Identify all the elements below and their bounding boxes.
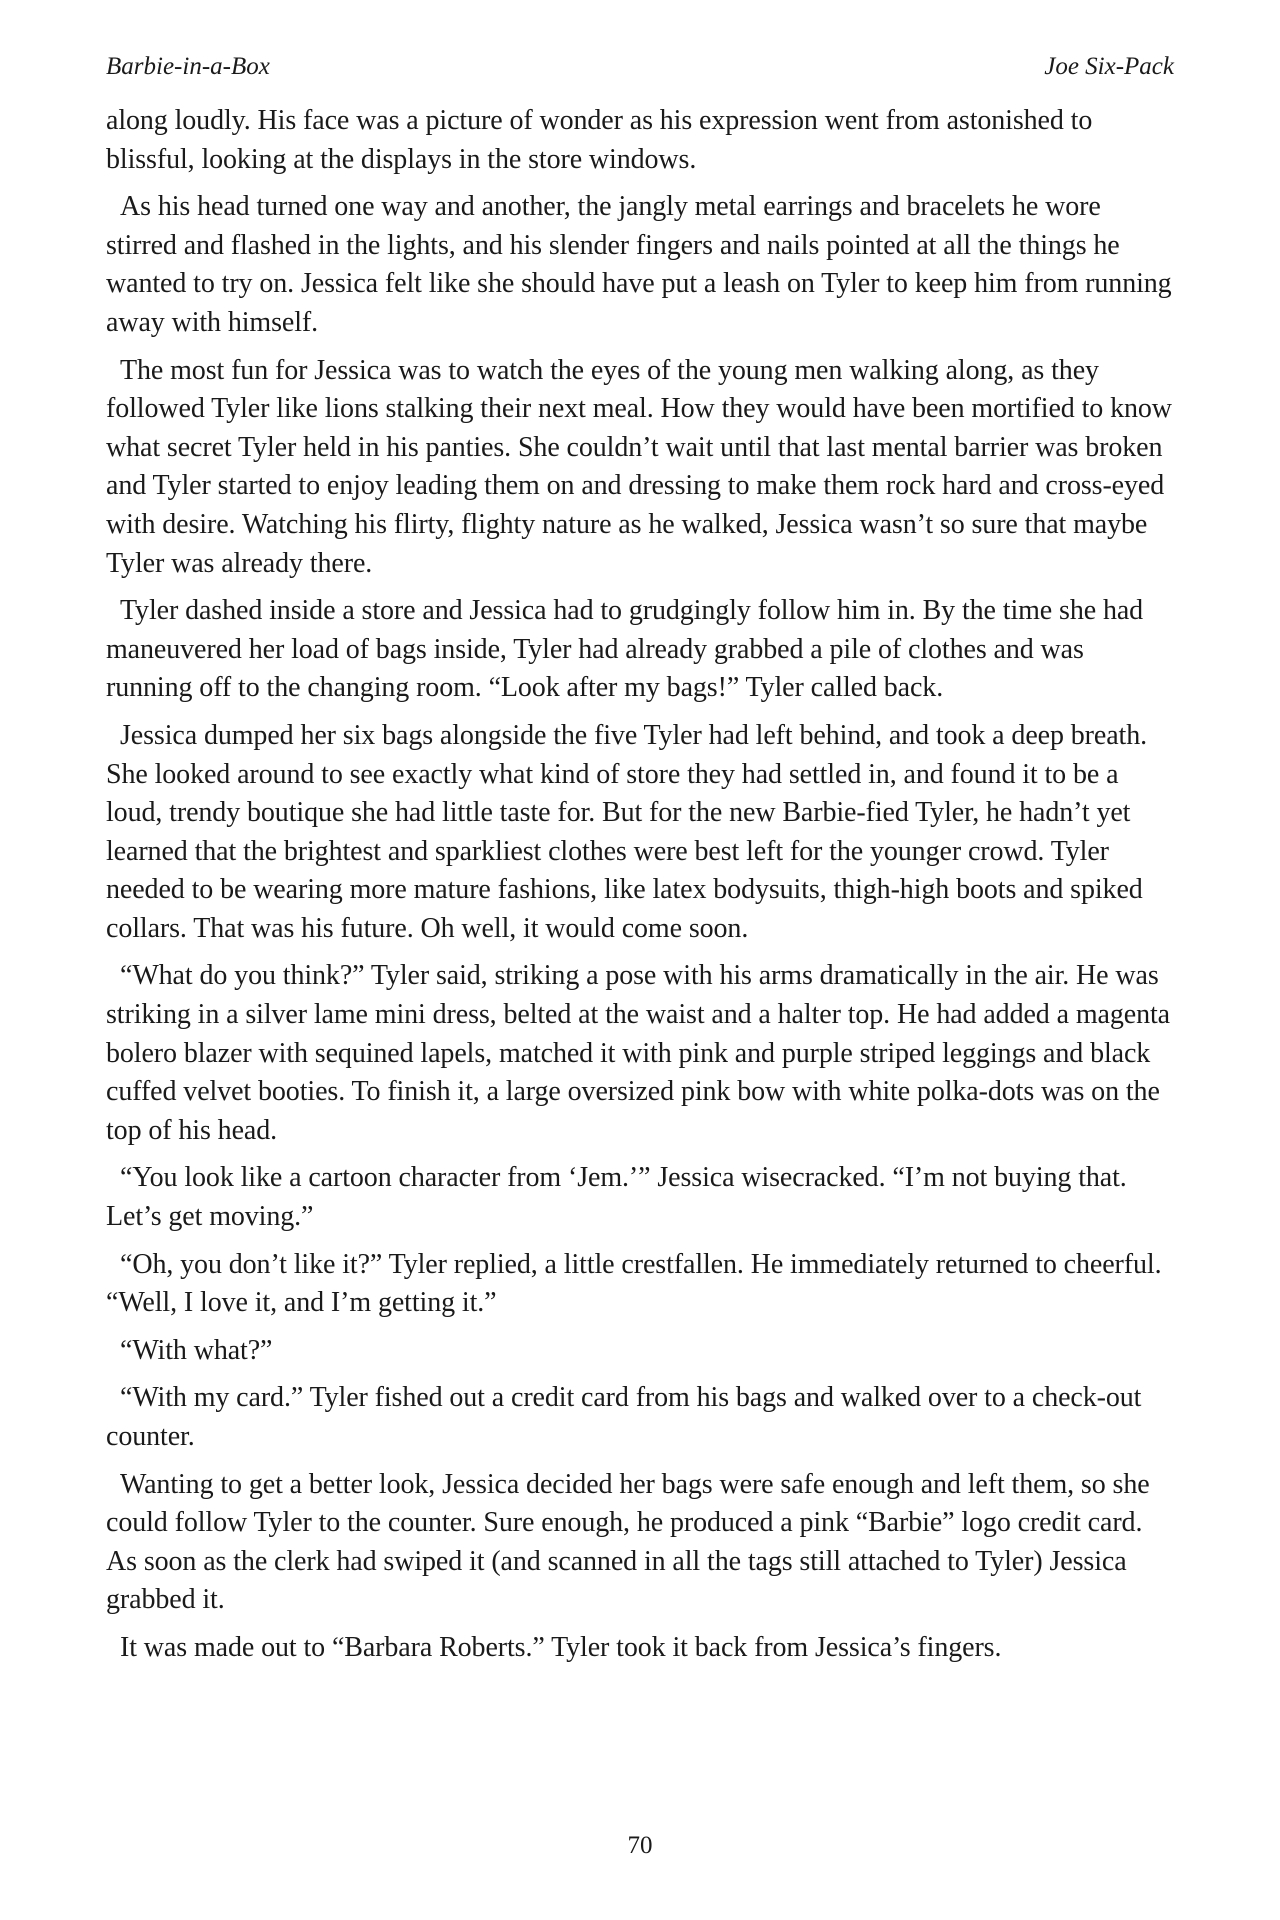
paragraph: “With my card.” Tyler fished out a credit card from his bags and walked over to a check-out counter. (106, 1382, 1142, 1452)
paragraph: Jessica dumped her six bags alongside the five Tyler had left behind, and took a deep breath. She looked around to see exactly what kind of store they had settled in, and found it to be a loud, trendy boutique she had little taste for. But for the new Barbie-fied Tyler, he hadn’t yet learned that the brightest and sparkliest clothes were best left for the younger crowd. Tyler needed to be wearing more mature fashions, like latex bodysuits, thigh-high boots and spiked collars. That was his future. Oh well, it would come soon. (106, 719, 1148, 944)
chapter-title-header: Joe Six-Pack (1044, 53, 1174, 80)
paragraph: “Oh, you don’t like it?” Tyler replied, a little crestfallen. He immediately returned to cheerful. “Well, I love it, and I’m getting it.” (106, 1248, 1162, 1319)
paragraph: “You look like a cartoon character from ‘Jem.’” Jessica wisecracked. “I’m not buying that. Let’s get moving.” (106, 1162, 1127, 1233)
paragraph: As his head turned one way and another, the jangly metal earrings and bracelets he wore stirred and flashed in the lights, and his slender fingers and nails pointed at all the things he wanted to try on. Jessica felt like she should have put a leash on Tyler to keep him from running away with himself. (106, 191, 1172, 338)
paragraph: Tyler dashed inside a store and Jessica had to grudgingly follow him in. By the time she had maneuvered her load of bags inside, Tyler had already grabbed a pile of clothes and was running off to the changing room. “Look after my bags!” Tyler called back. (106, 595, 1144, 704)
paragraph: Wanting to get a better look, Jessica decided her bags were safe enough and left them, so she could follow Tyler to the counter. Sure enough, he produced a pink “Barbie” logo credit card. As soon as the clerk had swiped it (and scanned in all the tags still attached to Tyler) Jessica grabbed it. (106, 1468, 1150, 1616)
paragraph: It was made out to “Barbara Roberts.” Tyler took it back from Jessica’s fingers. (120, 1631, 1002, 1663)
paragraph: “What do you think?” Tyler said, striking a pose with his arms dramatically in the air. He was striking in a silver lame mini dress, belted at the waist and a halter top. He had added a magenta bolero blazer with sequined lapels, matched it with pink and purple striped leggings and black cuffed velvet booties. To finish it, a large oversized pink bow with white polka-dots was on the top of his head. (106, 960, 1170, 1146)
page-number: 70 (627, 1832, 653, 1859)
paragraph: “With what?” (120, 1334, 273, 1366)
running-header (106, 50, 1174, 84)
book-title-header: Barbie-in-a-Box (106, 53, 270, 80)
paragraph: along loudly. His face was a picture of wonder as his expression went from astonished to blissful, looking at the displays in the store windows. (106, 105, 1093, 175)
body-text (106, 102, 1176, 1677)
paragraph: The most fun for Jessica was to watch the eyes of the young men walking along, as they followed Tyler like lions stalking their next meal. How they would have been mortified to know what secret Tyler held in his panties. She couldn’t wait until that last mental barrier was broken and Tyler started to enjoy leading them on and dressing to make them rock hard and cross-eyed with desire. Watching his flirty, flighty nature as he walked, Jessica wasn’t so sure that maybe Tyler was already there. (106, 354, 1172, 579)
